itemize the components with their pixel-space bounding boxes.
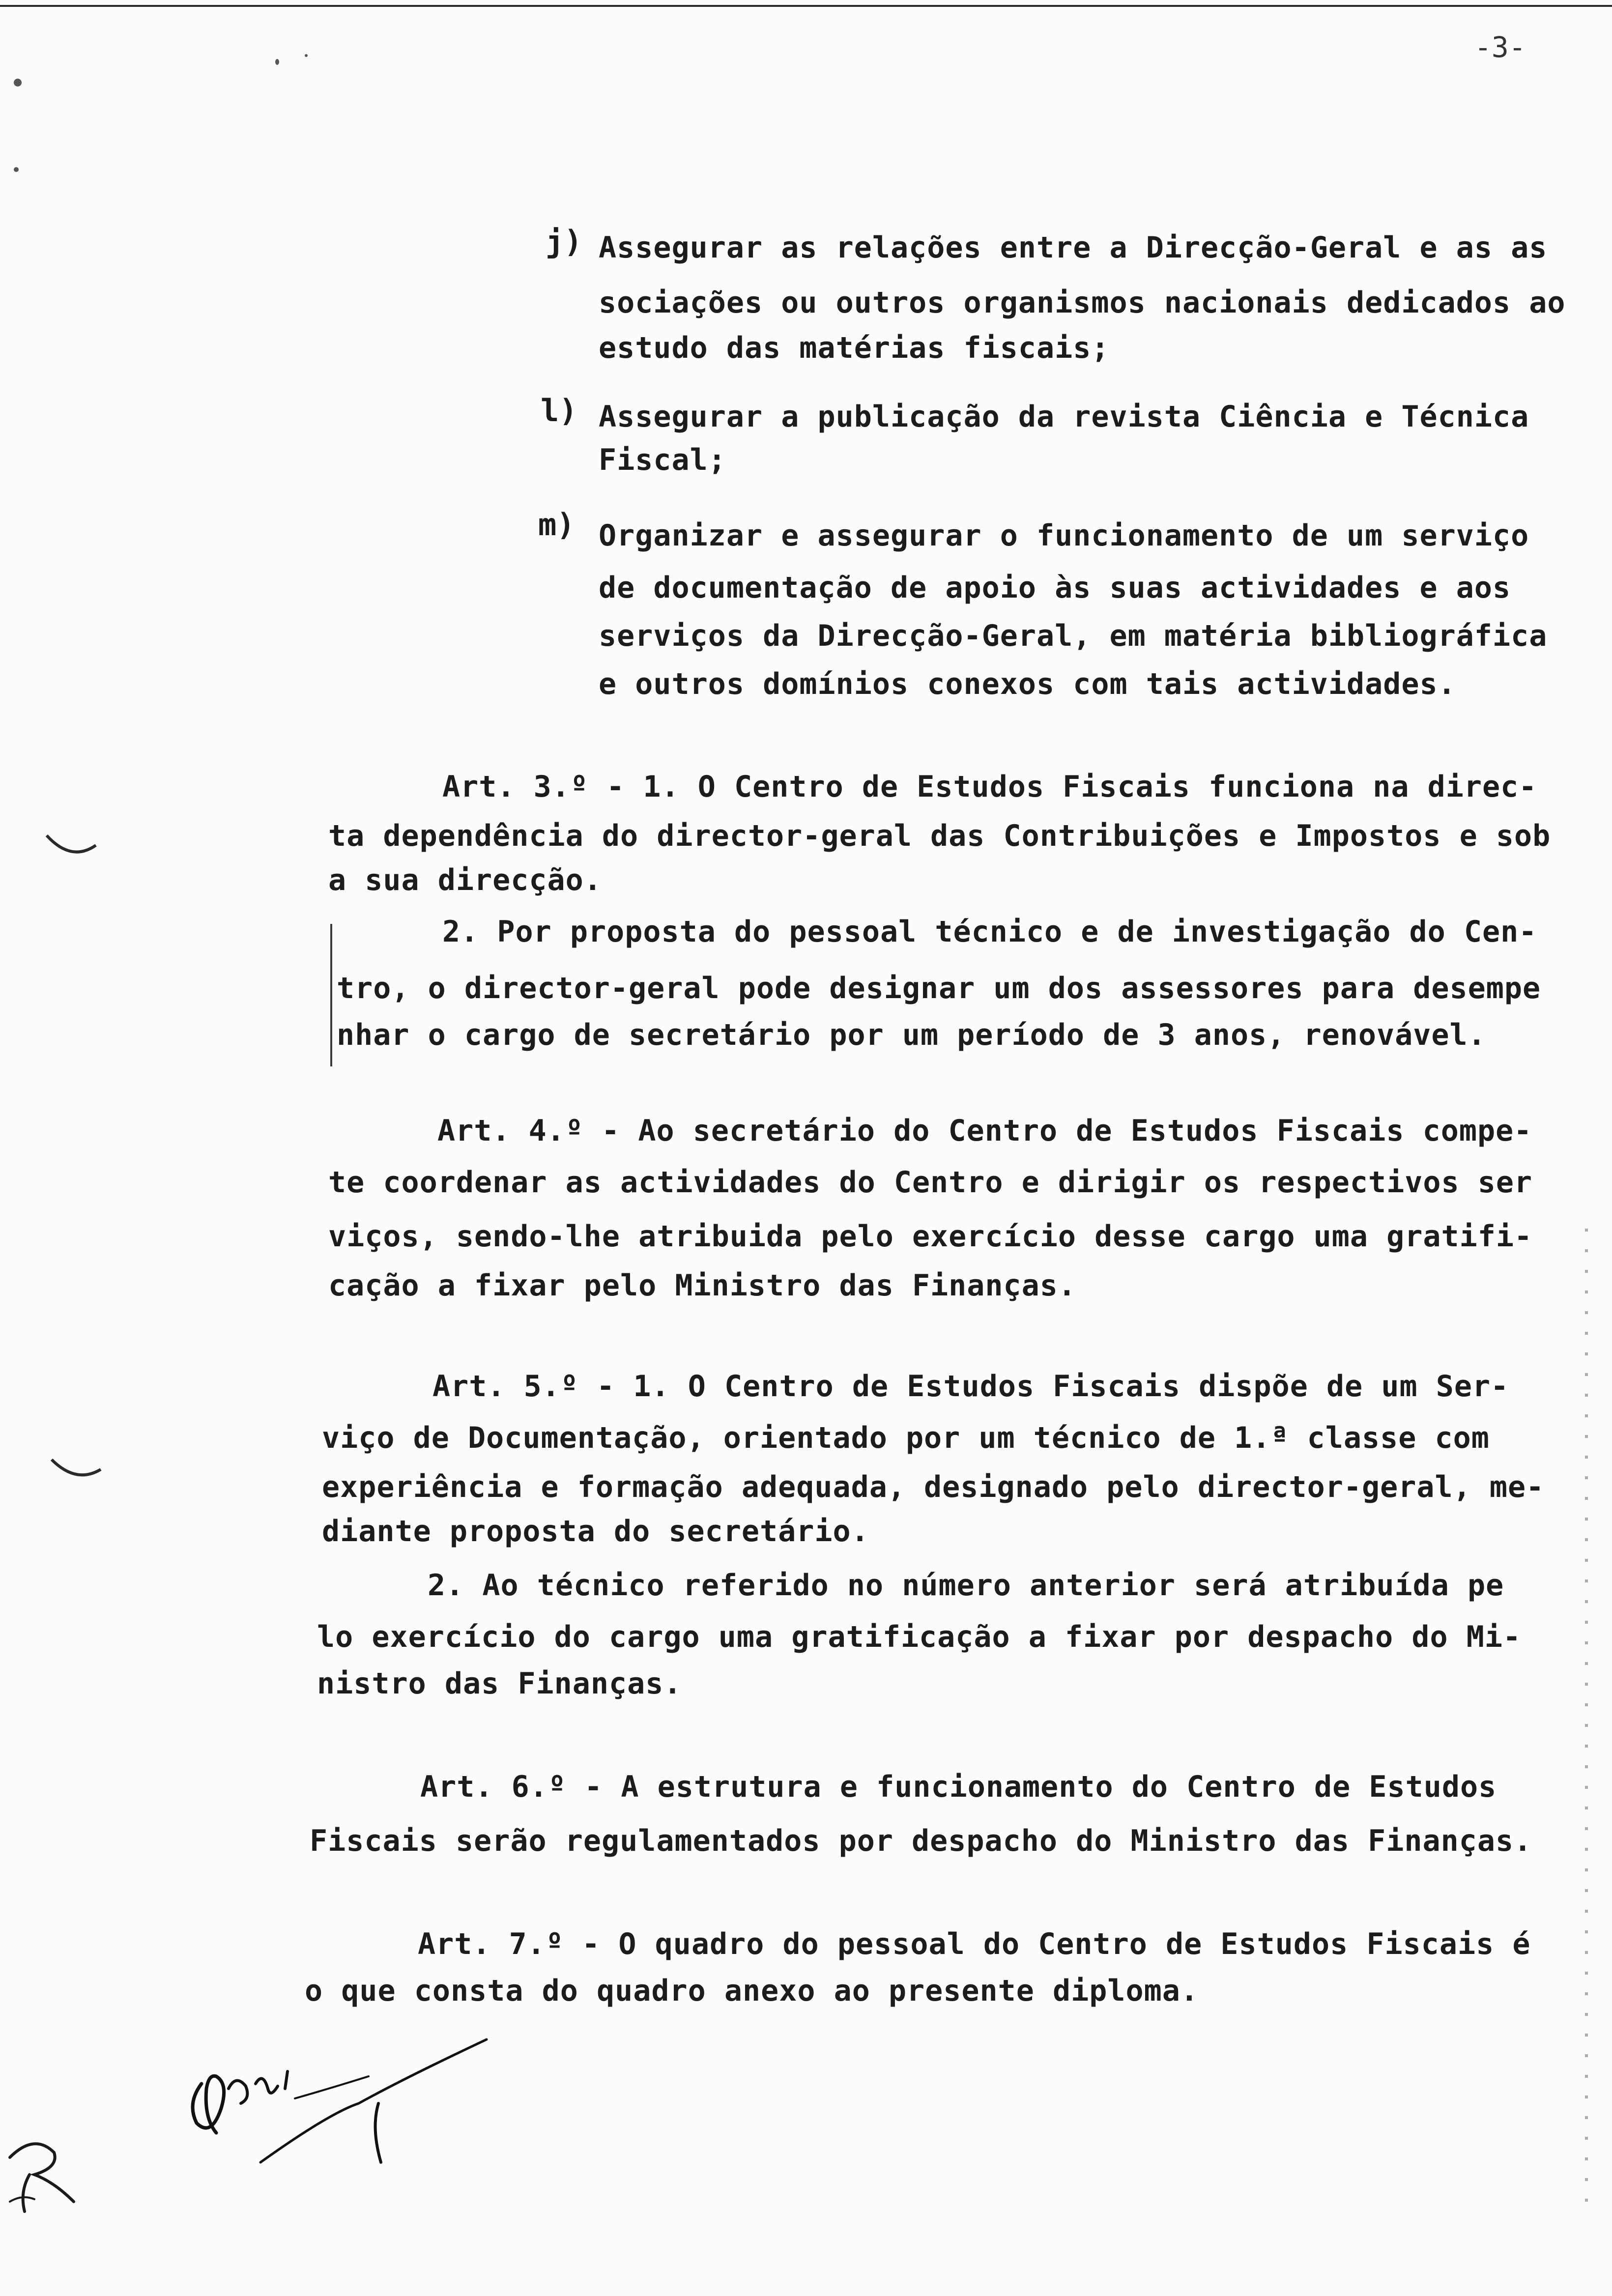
article-4-line-2: te coordenar as actividades do Centro e dirigir os respectivos ser <box>328 1165 1533 1200</box>
item-m-line-1: Organizar e assegurar o funcionamento de um serviço <box>599 518 1529 553</box>
article-5-2-line-1: 2. Ao técnico referido no número anterior será atribuída pe <box>428 1568 1504 1603</box>
article-5-line-4: diante proposta do secretário. <box>322 1514 869 1549</box>
margin-vertical-line <box>330 924 332 1066</box>
item-m-line-3: serviços da Direcção-Geral, em matéria bibliográfica <box>599 619 1548 653</box>
scan-speck <box>14 79 22 86</box>
item-j-line-2: sociações ou outros organismos nacionais dedicados ao <box>599 286 1566 320</box>
top-border-rule <box>0 5 1612 7</box>
article-3-2-line-1: 2. Por proposta do pessoal técnico e de investigação do Cen- <box>442 915 1537 949</box>
scan-speck <box>305 54 308 57</box>
item-m-line-2: de documentação de apoio às suas actividades e aos <box>599 571 1511 605</box>
article-7-line-2: o que consta do quadro anexo ao presente diploma. <box>305 1974 1199 2008</box>
article-3-2-line-2: tro, o director-geral pode designar um dos assessores para desempe <box>337 971 1541 1005</box>
item-j-line-1: Assegurar as relações entre a Direcção-Geral e as as <box>599 230 1548 265</box>
item-letter-m: m) <box>538 507 575 543</box>
scan-speck <box>14 167 19 172</box>
margin-curve-mark <box>49 1455 103 1489</box>
article-5-2-line-3: nistro das Finanças. <box>317 1666 682 1701</box>
item-j-line-3: estudo das matérias fiscais; <box>599 331 1110 365</box>
article-6-line-1: Art. 6.º - A estrutura e funcionamento do Centro de Estudos <box>420 1770 1497 1804</box>
item-m-line-4: e outros domínios conexos com tais actividades. <box>599 667 1456 701</box>
article-3-line-3: a sua direcção. <box>328 863 602 897</box>
article-4-line-4: cação a fixar pelo Ministro das Finanças. <box>328 1268 1077 1303</box>
item-letter-l: l) <box>541 393 577 429</box>
article-3-2-line-3: nhar o cargo de secretário por um período de 3 anos, renovável. <box>337 1018 1486 1052</box>
article-6-line-2: Fiscais serão regulamentados por despacho do Ministro das Finanças. <box>310 1824 1532 1858</box>
item-l-line-2: Fiscal; <box>599 443 726 477</box>
item-l-line-1: Assegurar a publicação da revista Ciência e Técnica <box>599 400 1529 434</box>
margin-curve-mark <box>44 831 98 865</box>
article-4-line-3: viços, sendo-lhe atribuida pelo exercício desse cargo uma gratifi- <box>328 1219 1533 1254</box>
scan-edge-dots <box>1585 1229 1588 2202</box>
article-5-line-1: Art. 5.º - 1. O Centro de Estudos Fiscais dispõe de um Ser- <box>432 1369 1509 1404</box>
article-7-line-1: Art. 7.º - O quadro do pessoal do Centro de Estudos Fiscais é <box>418 1927 1531 1961</box>
handwritten-signature <box>182 2030 496 2177</box>
scan-speck <box>275 59 279 65</box>
article-5-line-2: viço de Documentação, orientado por um técnico de 1.ª classe com <box>322 1421 1490 1455</box>
article-5-line-3: experiência e formação adequada, designado pelo director-geral, me- <box>322 1470 1545 1504</box>
page-number: -3- <box>1474 30 1526 64</box>
item-letter-j: j) <box>546 224 582 259</box>
article-3-line-2: ta dependência do director-geral das Contribuições e Impostos e sob <box>328 819 1551 853</box>
article-5-2-line-2: lo exercício do cargo uma gratificação a fixar por despacho do Mi- <box>317 1620 1522 1654</box>
article-3-line-1: Art. 3.º - 1. O Centro de Estudos Fiscais funciona na direc- <box>442 770 1537 804</box>
article-4-line-1: Art. 4.º - Ao secretário do Centro de Estudos Fiscais compe- <box>437 1114 1532 1148</box>
handwritten-initial <box>0 2128 84 2216</box>
